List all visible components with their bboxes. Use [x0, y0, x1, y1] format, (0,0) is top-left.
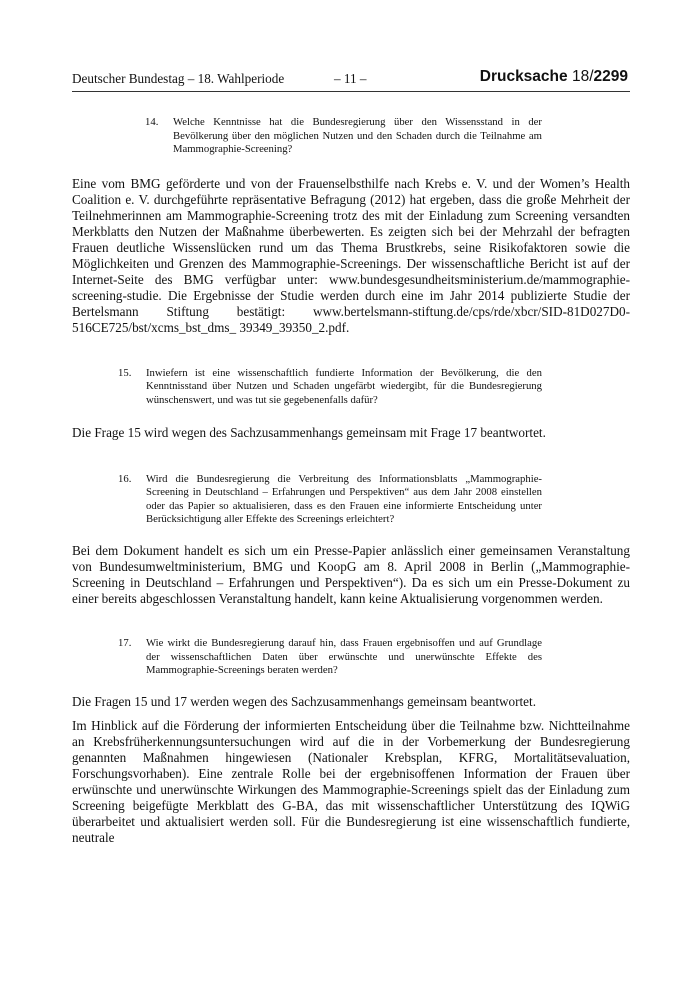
- page-content: [72, 114, 630, 846]
- document-number: [480, 68, 628, 86]
- question-16: [118, 473, 542, 527]
- question-number: 17.: [118, 636, 132, 649]
- header-publication: Deutscher Bundestag – 18. Wahlperiode: [72, 71, 285, 86]
- answer-16: Bei dem Dokument handelt es sich um ein Presse-Papier anlässlich einer gemeinsamen Veranstaltung von Bundesumweltministerium, BMG und KoopG am 8. April 2008 in Berlin („Mammographie-Screening in Deutschland – Erfahrungen und Perspektiven“). Da es sich um ein Presse-Dokument zu einer bereits abgeschlossen Veranstaltung handelt, kann keine Aktualisierung vorgenommen werden.: [72, 542, 630, 606]
- question-text: Wie wirkt die Bundesregierung darauf hin, dass Frauen ergebnisoffen und auf Grundlage der wissenschaftlichen Daten über erwünschte und unerwünschte Effekte des Mammographie-Screenings beraten werden?: [146, 636, 542, 677]
- question-14: [145, 116, 542, 157]
- answer-17-intro: Die Fragen 15 und 17 werden wegen des Sachzusammenhangs gemeinsam beantwortet.: [72, 693, 536, 709]
- answer-17-body: Im Hinblick auf die Förderung der informierten Entscheidung über die Teilnahme bzw. Nichtteilnahme an Krebsfrüherkennungsuntersuchungen wird auf die in der Vorbemerkung der Bundesregierung genannten Maßnahmen hingewiesen (Nationaler Krebsplan, KFRG, Mortalitätsevaluation, Forschungsvorhaben). Eine zentrale Rolle bei der ergebnisoffenen Information der Frauen über erwünschte und unerwünschte Wirkungen des Mammographie-Screenings spielt das der Einladung zum Screening beigefügte Merkblatt des G-BA, das mit wissenschaftlicher Unterstützung des IQWiG überarbeitet und aktualisiert werden soll. Für die Bundesregierung ist eine wissenschaftlich fundierte, neutrale: [72, 717, 630, 845]
- answer-14: Eine vom BMG geförderte und von der Frauenselbsthilfe nach Krebs e. V. und der Women’s Health Coalition e. V. durchgeführte repräsentative Befragung (2012) hat ergeben, dass die große Mehrheit der Teilnehmerinnen am Mammographie-Screening trotz des mit der Einladung zum Screening versandten Merkblatts den Nutzen der Maßnahme überbewerten. Es zeigten sich bei der Mehrzahl der befragten Frauen deutliche Wissenslücken rund um das Thema Brustkrebs, seine Risikofaktoren sowie die Möglichkeiten und Grenzen des Mammographie-Screenings. Der wissenschaftliche Bericht ist auf der Internet-Seite des BMG verfügbar unter: www.bundesgesundheitsministerium.de/mammographie-screening-studie. Die Ergebnisse der Studie werden durch eine im Jahr 2014 publizierte Studie der Bertelsmann Stiftung bestätigt: www.bertelsmann-stiftung.de/cps/rde/xbcr/SID-81D027D0-516CE725/bst/xcms_bst_dms_ 39349_39350_2.pdf.: [72, 175, 630, 335]
- question-17: [118, 637, 542, 678]
- question-text: Wird die Bundesregierung die Verbreitung des Informationsblatts „Mammographie-Screening in Deutschland – Erfahrungen und Perspektiven“ aus dem Jahr 2008 einstellen oder das Papier so aktualisieren, dass es den Frauen eine informierte Entscheidung unter Berücksichtigung aller Effekte des Screenings erleichtert?: [146, 472, 542, 526]
- question-number: 16.: [118, 472, 132, 485]
- document-label: Drucksache: [479, 68, 568, 85]
- question-text: Inwiefern ist eine wissenschaftlich fundierte Information der Bevölkerung, die den Kenntnisstand über Nutzen und Schaden ungefärbt wiedergibt, für die Bundesregierung wünschenswert, und was tut sie gegebenenfalls dafür?: [146, 366, 542, 406]
- question-number: 14.: [145, 116, 159, 128]
- question-text: Welche Kenntnisse hat die Bundesregierung über den Wissensstand in der Bevölkerung über den möglichen Nutzen und den Schaden durch die Teilnahme am Mammographie-Screening?: [173, 116, 542, 156]
- question-number: 15.: [118, 366, 132, 379]
- page-number: – 11 –: [334, 71, 367, 86]
- page-header: [72, 69, 630, 92]
- answer-15: Die Frage 15 wird wegen des Sachzusammenhangs gemeinsam mit Frage 17 beantwortet.: [72, 424, 546, 440]
- document-number-prefix: 18/: [571, 68, 594, 85]
- question-15: [118, 367, 542, 408]
- document-number-value: 2299: [593, 68, 628, 85]
